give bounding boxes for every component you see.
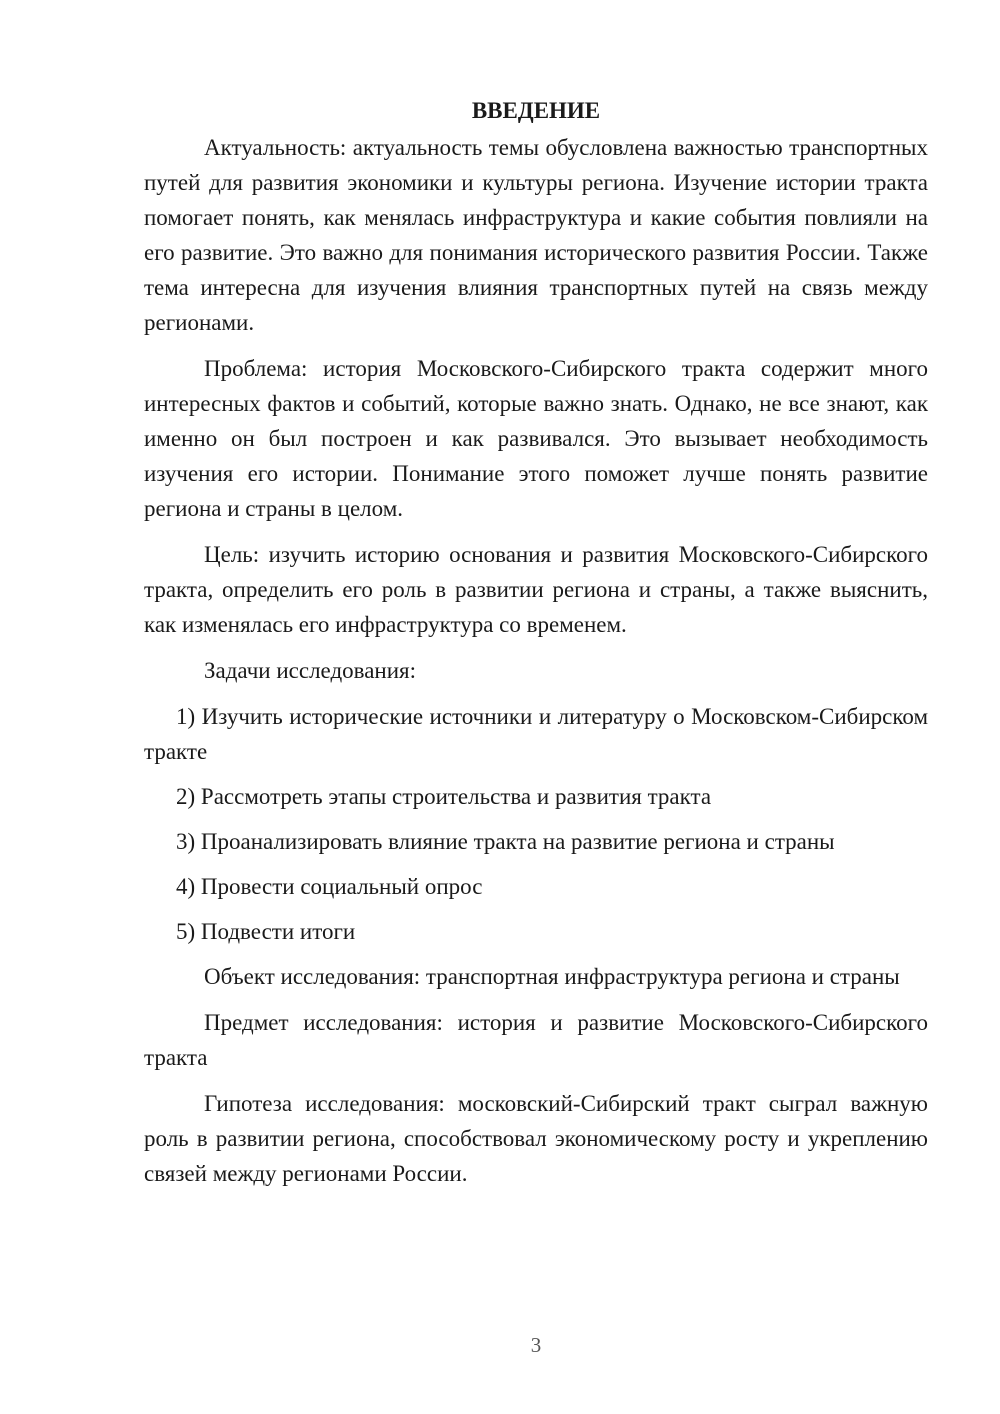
relevance-paragraph: Актуальность: актуальность темы обусловлена важностью транспортных путей для развития экономики и культуры региона. Изучение истории тракта помогает понять, как менялась инфраструктура и какие события повлияли на его развитие. Это важно для понимания исторического развития России. Также тема интересна для изучения влияния транспортных путей на связь между регионами.: [144, 135, 928, 335]
hypothesis-paragraph: Гипотеза исследования: московский-Сибирский тракт сыграл важную роль в развитии региона, способствовал экономическому росту и укреплению связей между регионами России.: [144, 1091, 928, 1186]
tasks-heading: Задачи исследования:: [204, 658, 417, 683]
problem-paragraph: Проблема: история Московского-Сибирского тракта содержит много интересных фактов и событий, которые важно знать. Однако, не все знают, как именно он был построен и как развивался. Это вызывает необходимость изучения его истории. Понимание этого поможет лучше понять развитие региона и страны в целом.: [144, 356, 928, 521]
page-number: 3: [530, 1333, 542, 1357]
task-item-5: 5) Подвести итоги: [176, 919, 356, 944]
document-body: [144, 92, 928, 1202]
subject-paragraph: Предмет исследования: история и развитие Московского-Сибирского тракта: [144, 1010, 928, 1070]
task-item-3: 3) Проанализировать влияние тракта на развитие региона и страны: [176, 829, 835, 854]
task-item-1: 1) Изучить исторические источники и литературу о Московском-Сибирском тракте: [144, 704, 928, 764]
object-paragraph: Объект исследования: транспортная инфраструктура региона и страны: [204, 964, 900, 989]
task-item-2: 2) Рассмотреть этапы строительства и развития тракта: [176, 784, 712, 809]
goal-paragraph: Цель: изучить историю основания и развития Московского-Сибирского тракта, определить его роль в развитии региона и страны, а также выяснить, как изменялась его инфраструктура со временем.: [144, 542, 928, 637]
section-title: ВВЕДЕНИЕ: [471, 98, 601, 123]
task-item-4: 4) Провести социальный опрос: [176, 874, 483, 899]
